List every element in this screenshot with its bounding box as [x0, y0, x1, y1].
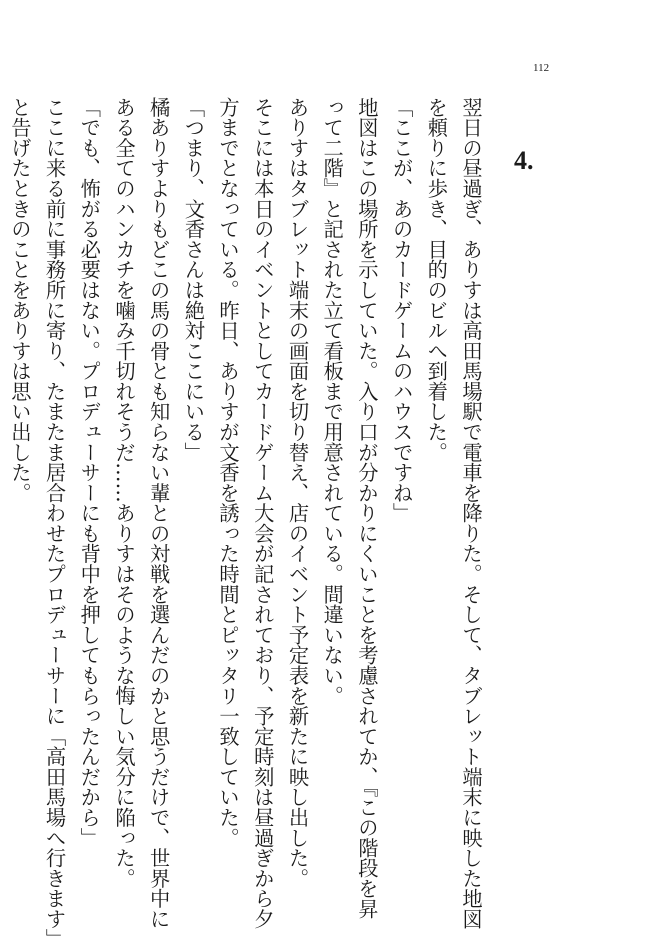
text-line: を頼りに歩き、目的のビルへ到着した。	[424, 97, 449, 463]
text-line: 地図はこの場所を示していた。入り口が分かりにくいことを考慮されてか、『この階段を昇	[354, 97, 379, 919]
text-line: ありすはタブレット端末の画面を切り替え、店のイベント予定表を新たに映し出した。	[285, 97, 310, 889]
text-line: 方までとなっている。昨日、ありすが文香を誘った時間とピッタリ一致していた。	[216, 97, 241, 848]
text-line: 「ここが、あのカードゲームのハウスですね」	[389, 97, 414, 524]
text-line: って二階』と記された立て看板まで用意されている。間違いない。	[320, 97, 345, 706]
novel-body-text	[2, 97, 488, 949]
text-line: 「でも、怖がる必要はない。プロデューサーにも背中を押してもらったんだから」	[77, 97, 102, 848]
text-line: 「つまり、文香さんは絶対ここにいる」	[181, 97, 206, 463]
page-number: 112	[533, 62, 550, 74]
text-line: 橘ありすよりもどこの馬の骨とも知らない輩との対戦を選んだのかと思うだけで、世界中に	[146, 97, 171, 929]
text-line: そこには本日のイベントとしてカードゲーム大会が記されており、予定時刻は昼過ぎから夕	[250, 97, 275, 929]
text-line: ここに来る前に事務所に寄り、たまたま居合わせたプロデューサーに「高田馬場へ行きます」	[42, 97, 67, 949]
text-line: 翌日の昼過ぎ、ありすは高田馬場駅で電車を降りた。そして、タブレット端末に映した地図	[459, 97, 483, 929]
text-line: と告げたときのことをありすは思い出した。	[7, 97, 32, 503]
text-line: ある全てのハンカチを噛み千切れそうだ……ありすはそのような悔しい気分に陥った。	[111, 97, 136, 889]
chapter-number: 4.	[514, 146, 534, 175]
